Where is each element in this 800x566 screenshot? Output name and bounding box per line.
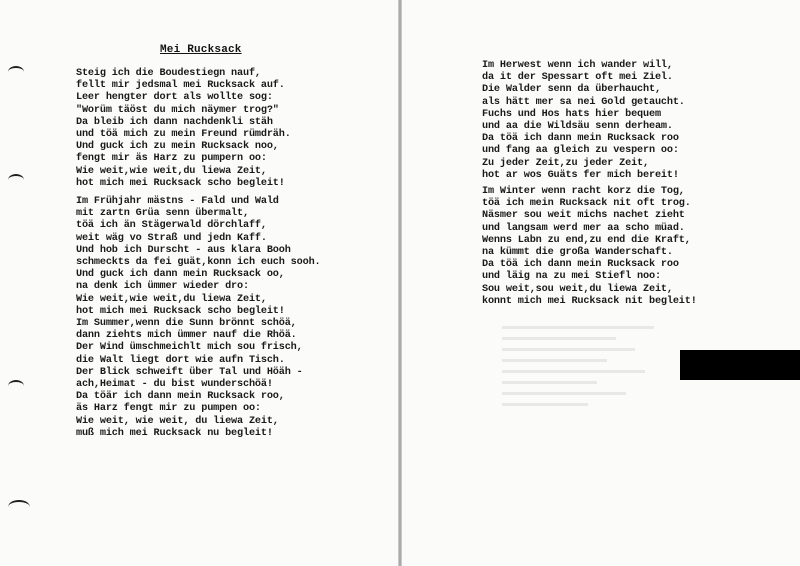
poem-line: Wie weit,wie weit,du liewa Zeit, [76, 165, 267, 177]
poem-line: konnt mich mei Rucksack nit begleit! [482, 295, 697, 307]
redaction-bar [680, 350, 800, 380]
stanza-5 [482, 186, 697, 308]
poem-line: Der Blick schweift über Tal und Höäh - [76, 366, 303, 378]
stanza-2 [76, 196, 321, 318]
punch-hole-mark [8, 500, 30, 514]
poem-line: weit wäg vo Straß und jedn Kaff. [76, 232, 267, 244]
poem-line: Wie weit, wie weit, du liewa Zeit, [76, 415, 279, 427]
poem-line: Zu jeder Zeit,zu jeder Zeit, [482, 157, 649, 169]
poem-line: Näsmer sou weit michs nachet zieht [482, 210, 685, 222]
poem-line: fengt mir äs Harz zu pumpern oo: [76, 153, 267, 165]
poem-line: Der Wind ümschmeichlt mich sou frisch, [76, 342, 303, 354]
poem-line: töä ich mein Rucksack nit oft trog. [482, 198, 691, 210]
poem-line: Und guck ich zu mein Rucksack noo, [76, 141, 279, 153]
poem-line: na denk ich ümmer wieder dro: [76, 281, 249, 293]
poem-line: und läig na zu mei Stiefl noo: [482, 271, 661, 283]
poem-line: "Worüm täöst du mich näymer trog?" [76, 104, 279, 116]
stanza-4 [482, 60, 685, 182]
poem-line: Steig ich die Boudestiegn nauf, [76, 68, 261, 79]
poem-title: Mei Rucksack [160, 44, 242, 56]
poem-line: fellt mir jedsmal mei Rucksack auf. [76, 80, 285, 92]
poem-line: na kümmt die großa Wanderschaft. [482, 247, 673, 259]
poem-line: Und guck ich dann mein Rucksack oo, [76, 269, 285, 281]
punch-hole-mark [8, 66, 24, 78]
poem-line: und töä mich zu mein Freund rümdräh. [76, 129, 291, 141]
poem-line: Die Walder senn da überhaucht, [482, 84, 661, 96]
poem-line: Leer hengter dort als wollte sog: [76, 92, 273, 104]
poem-line: Da bleib ich dann nachdenkli stäh [76, 116, 273, 128]
punch-hole-mark [8, 380, 24, 392]
poem-line: und fang aa gleich zu vespern oo: [482, 145, 679, 157]
poem-line: Im Summer,wenn die Sunn brönnt schöä, [76, 318, 297, 329]
punch-hole-mark [8, 174, 24, 186]
poem-line: hot ar wos Guäts fer mich bereit! [482, 169, 679, 181]
poem-line: muß mich mei Rucksack nu begleit! [76, 427, 273, 439]
poem-line: und aa die Wildsäu senn derheam. [482, 121, 673, 133]
poem-line: Da töä ich dann mein Rucksack roo [482, 133, 679, 145]
poem-line: als hätt mer sa nei Gold getaucht. [482, 96, 685, 108]
poem-line: mit zartn Grüa senn übermalt, [76, 208, 249, 220]
poem-line: töä ich än Stägerwald dörchlaff, [76, 220, 267, 232]
poem-line: hot mich mei Rucksack scho begleit! [76, 305, 285, 317]
poem-line: Im Winter wenn racht korz die Tog, [482, 186, 685, 197]
poem-line: Fuchs und Hos hats hier bequem [482, 108, 661, 120]
poem-line: die Walt liegt dort wie aufn Tisch. [76, 354, 285, 366]
poem-line: dann ziehts mich ümmer nauf die Rhöä. [76, 330, 297, 342]
bleed-through-text [502, 318, 692, 438]
poem-line: da it der Spessart oft mei Ziel. [482, 72, 673, 84]
poem-line: Im Frühjahr mästns - Fald und Wald [76, 196, 279, 207]
poem-line: ach,Heimat - du bist wunderschöä! [76, 379, 273, 391]
poem-line: Und hob ich Durscht - aus klara Booh [76, 244, 291, 256]
left-page [0, 0, 398, 566]
poem-line: äs Harz fengt mir zu pumpen oo: [76, 403, 261, 415]
stanza-3 [76, 318, 303, 440]
poem-line: Da töär ich dann mein Rucksack roo, [76, 391, 285, 403]
poem-line: Wie weit,wie weit,du liewa Zeit, [76, 293, 267, 305]
poem-line: hot mich mei Rucksack scho begleit! [76, 177, 285, 189]
right-page [402, 0, 800, 566]
poem-line: Im Herwest wenn ich wander will, [482, 60, 673, 71]
stanza-1 [76, 68, 291, 190]
poem-line: und langsam werd mer aa scho müad. [482, 222, 685, 234]
poem-line: Sou weit,sou weit,du liewa Zeit, [482, 283, 673, 295]
poem-line: Wenns Labn zu end,zu end die Kraft, [482, 234, 691, 246]
poem-line: schmeckts da fei guät,konn ich euch sooh. [76, 257, 321, 269]
poem-line: Da töä ich dann mein Rucksack roo [482, 259, 679, 271]
